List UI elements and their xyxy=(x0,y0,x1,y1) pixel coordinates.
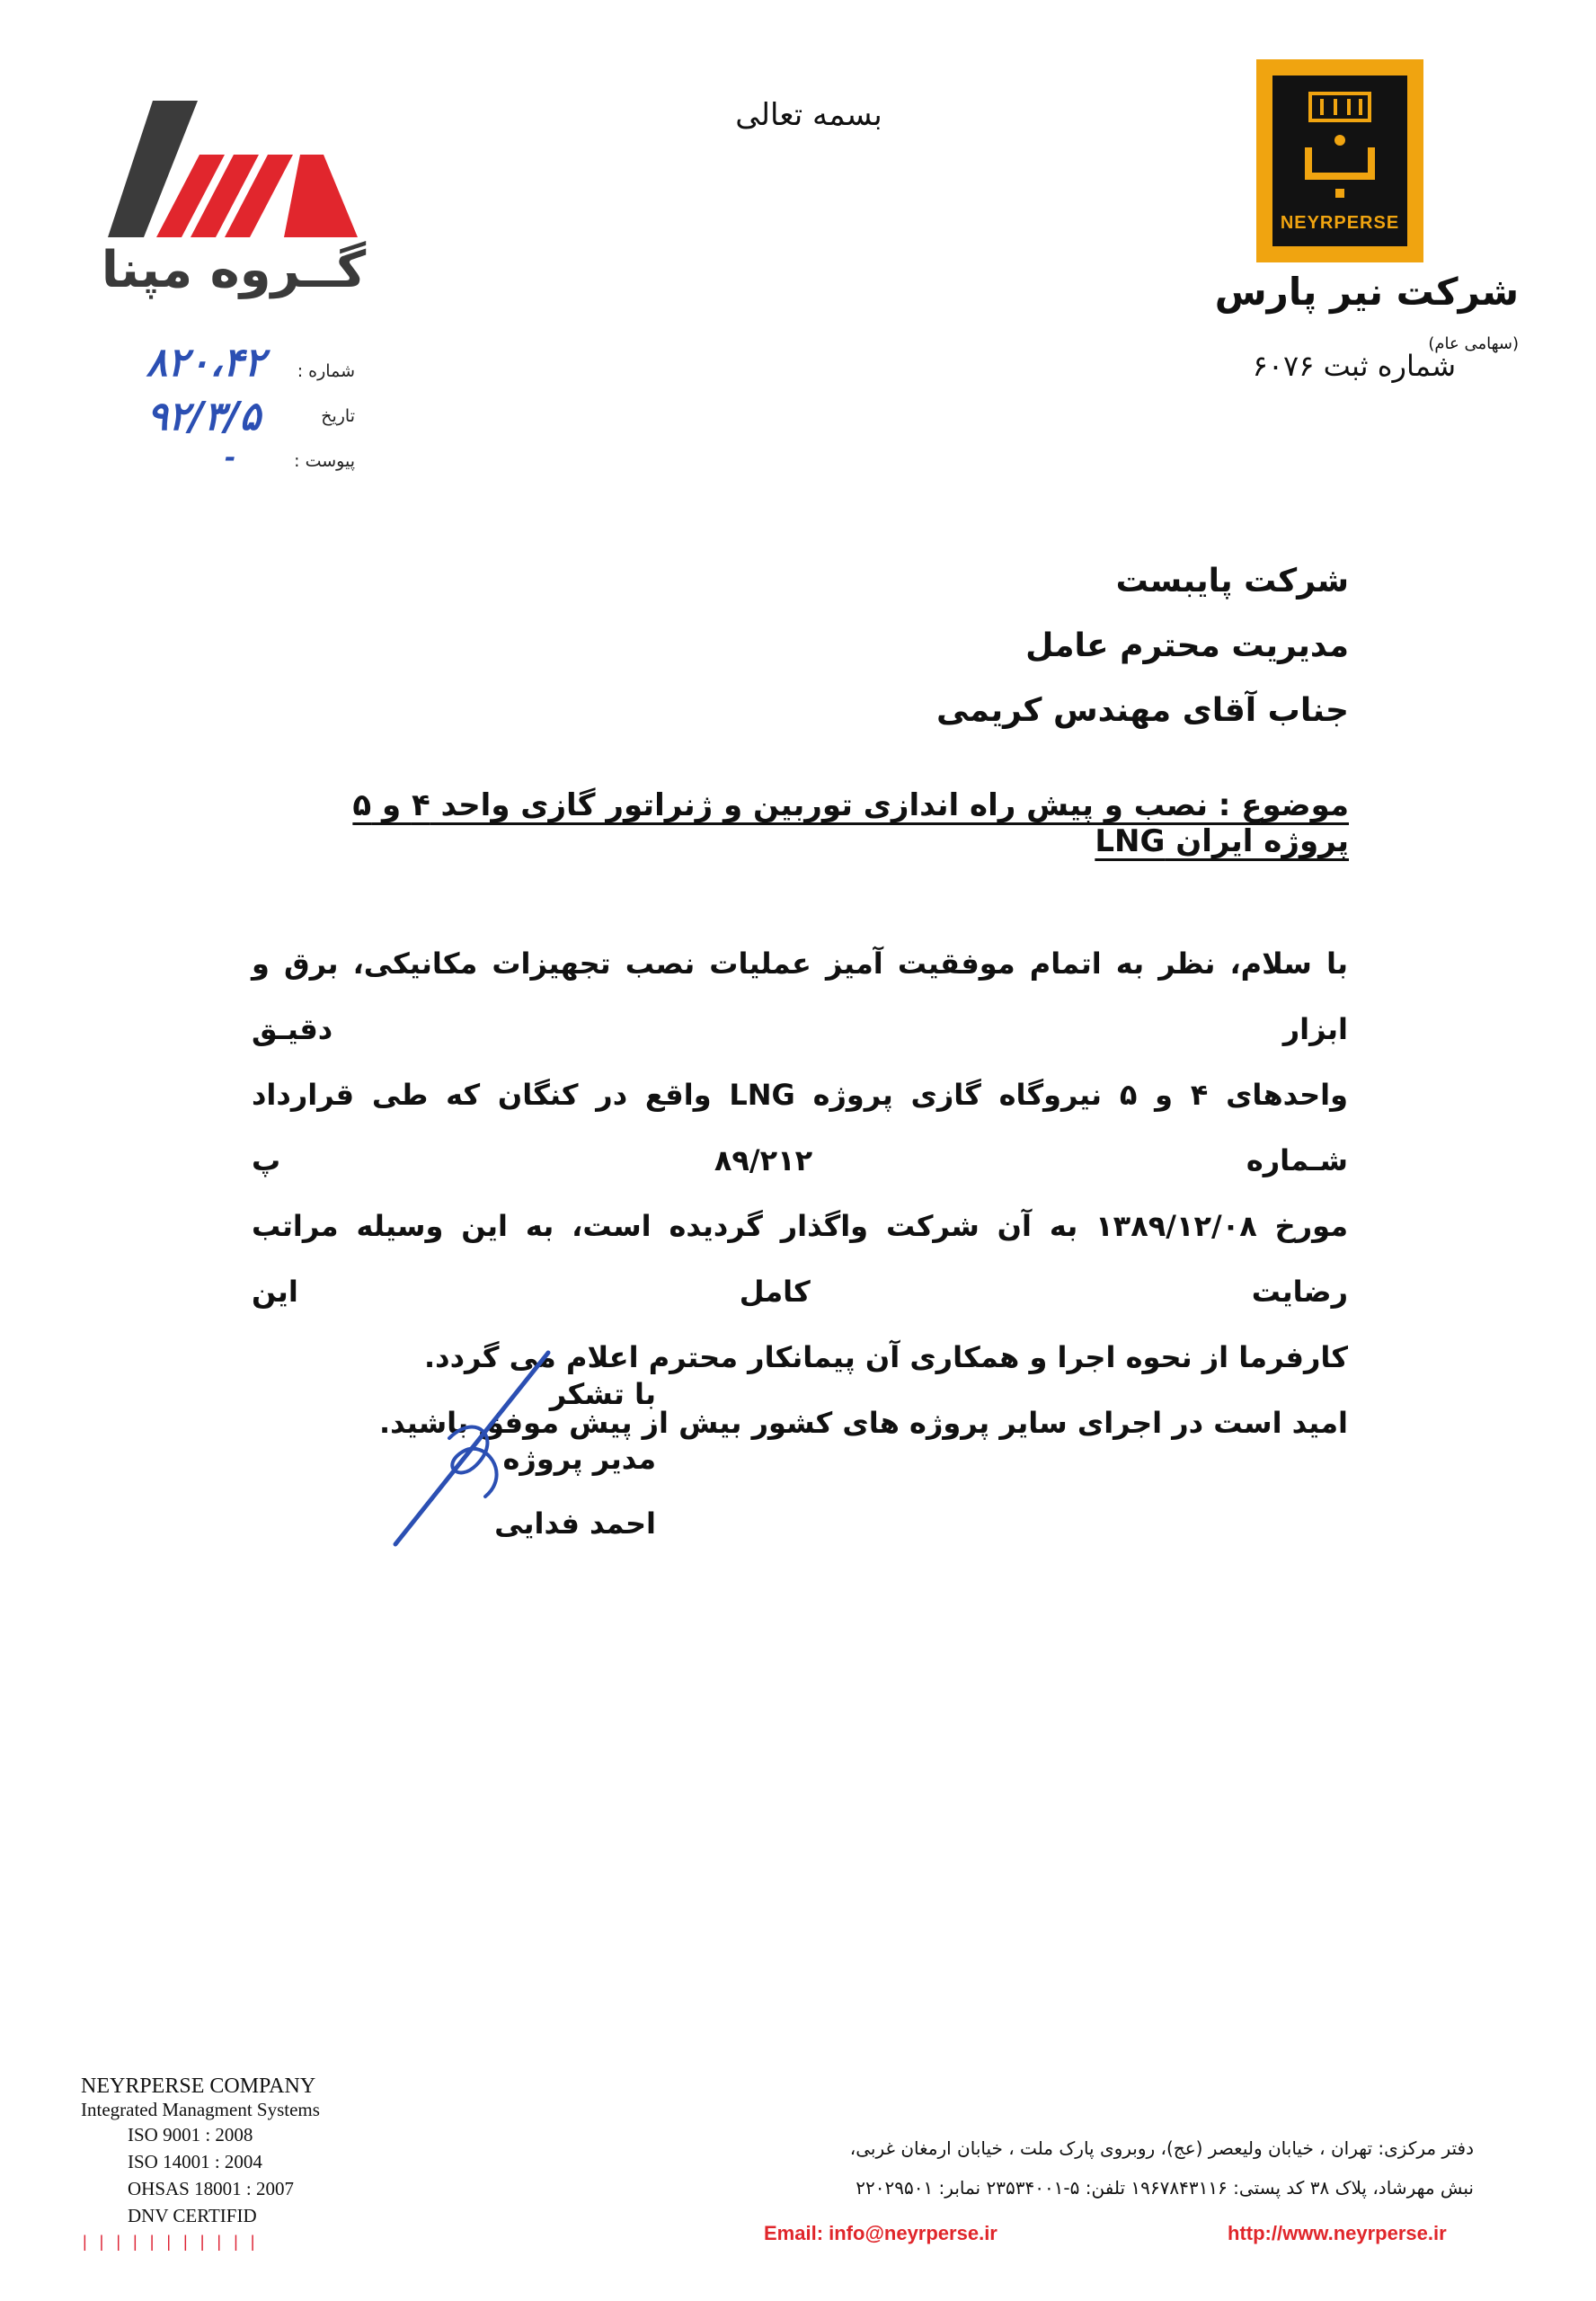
cert-ohsas: OHSAS 18001 : 2007 xyxy=(128,2178,294,2199)
footer-decorative-ticks: ||||||||||| xyxy=(83,2233,268,2251)
cert-iso-14001: ISO 14001 : 2004 xyxy=(128,2151,262,2172)
cert-dnv: DNV CERTIFID xyxy=(128,2205,257,2226)
mapna-logo-red-stripe-4 xyxy=(284,155,358,237)
neyrperse-logo-text: NEYRPERSE xyxy=(1280,213,1400,233)
cert-iso-9001: ISO 9001 : 2008 xyxy=(128,2124,253,2146)
footer-email-link[interactable]: Email: info@neyrperse.ir xyxy=(764,2222,998,2244)
mapna-group-name: گــروه مپنا xyxy=(101,241,367,299)
body-line-3: مورخ ۱۳۸۹/۱۲/۰۸ به آن شرکت واگذار گردیده است، به این وسیله مراتب رضایت کامل این xyxy=(252,1209,1349,1309)
footer-company-name: NEYRPERSE COMPANY xyxy=(81,2074,316,2098)
body-line-2: واحدهای ۴ و ۵ نیروگاه گازی پروژه LNG واقع در کنگان که طی قرارداد شـماره ۸۹/۲۱۲ پ xyxy=(252,1078,1349,1177)
letter-subject: موضوع : نصب و پیش راه اندازی توربین و ژنراتور گازی واحد ۴ و ۵ پروژه ایران LNG xyxy=(352,787,1349,859)
handwritten-number: ۸۲۰،۴۲ xyxy=(146,340,265,386)
company-type: (سهامی عام) xyxy=(1428,334,1519,353)
neyrperse-logo xyxy=(1256,59,1423,262)
footer-address-line2: نبش مهرشاد، پلاک ۳۸ کد پستی: ۱۹۶۷۸۴۳۱۱۶ تلفن: ۵-۲۳۵۳۴۰۰۱ نمابر: ۲۲۰۲۹۵۰۱ xyxy=(856,2177,1474,2199)
attachment-label: پیوست : xyxy=(294,451,355,471)
signer-title: مدیر پروژه xyxy=(502,1442,656,1476)
body-line-5: امید است در اجرای سایر پروژه های کشور بیش از پیش موفق باشید. xyxy=(378,1406,1348,1440)
closing-thanks: با تشکر xyxy=(549,1377,656,1411)
addressee-company: شرکت پایبست xyxy=(1115,563,1349,600)
company-name-line xyxy=(1168,270,1519,358)
handwritten-attachment: - xyxy=(225,442,236,474)
body-line-1: با سلام، نظر به اتمام موفقیت آمیز عملیات نصب تجهیزات مکانیکی، برق و ابزار دقیـق xyxy=(252,946,1348,1046)
basmala: بسمه تعالی xyxy=(735,97,882,133)
footer-website-link[interactable]: http://www.neyrperse.ir xyxy=(1228,2222,1447,2244)
handwritten-date: ۹۲/۳/۵ xyxy=(146,394,261,440)
number-label: شماره : xyxy=(297,361,355,381)
footer-address-line1: دفتر مرکزی: تهران ، خیابان ولیعصر (عج)، روبروی پارک ملت ، خیابان ارمغان غربی، xyxy=(849,2137,1474,2159)
registration-number: شماره ثبت ۶۰۷۶ xyxy=(1252,349,1456,383)
neyrperse-emblem xyxy=(1272,76,1407,210)
addressee-title: مدیریت محترم عامل xyxy=(1025,627,1349,664)
footer-management-system: Integrated Managment Systems xyxy=(81,2099,320,2120)
handwritten-signature xyxy=(377,1339,575,1555)
company-name: شرکت نیر پارس xyxy=(1214,270,1519,314)
body-line-4: کارفرما از نحوه اجرا و همکاری آن پیمانکار محترم اعلام می گردد. xyxy=(424,1340,1348,1374)
footer-company-block xyxy=(81,2074,458,2229)
signer-name: احمد فدایی xyxy=(494,1506,656,1541)
date-label: تاریخ xyxy=(321,406,355,426)
addressee-person: جناب آقای مهندس کریمی xyxy=(936,692,1349,729)
